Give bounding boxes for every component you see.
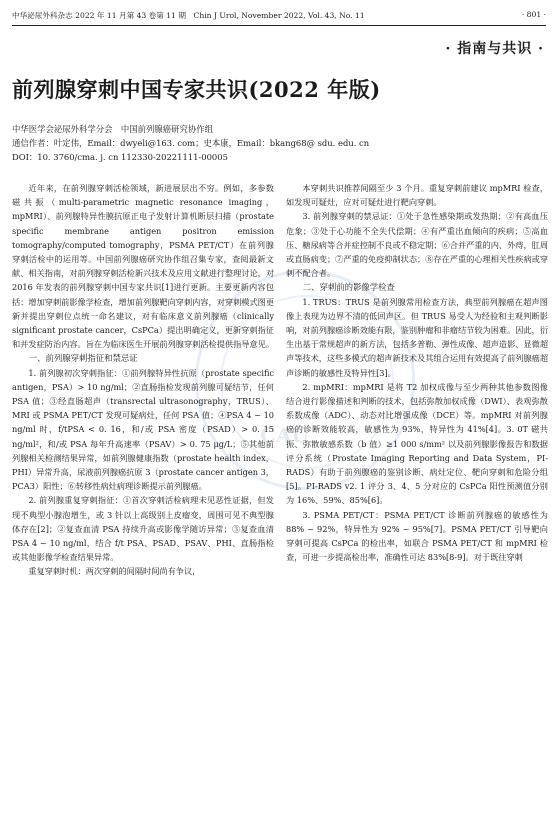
running-head (12, 10, 546, 26)
contraindications: 3. 前列腺穿刺的禁忌证：①处于急性感染期或发热期；②有高血压危象；③处于心功能不全失代偿期；④有严重出血倾向的疾病；⑤高血压、糖尿病等合并症控制不良或不稳定期；⑥合并严重的内、外痔，肛周或直肠病变；⑦严重的免疫抑制状态；⑧存在严重的心理相关性疾病或穿刺不配合者。 (286, 211, 549, 279)
page-number: · 801 · (521, 10, 546, 19)
journal-citation: 中华泌尿外科杂志 2022 年 11 月第 43 卷第 11 期 Chin J Urol, November 2022, Vol. 43, No. 11 (12, 11, 365, 20)
corresponding-authors: 通信作者：叶定伟，Email：dwyeli@163. com；史本康，Email：bkang68@ sdu. edu. cn (12, 138, 370, 148)
author-organization: 中华医学会泌尿外科学分会 中国前列腺癌研究协作组 (12, 124, 213, 134)
section-heading-imaging: 二、穿刺前的影像学检查 (302, 282, 395, 293)
psma-paragraph: 3. PSMA PET/CT：PSMA PET/CT 诊断前列腺癌的敏感性为 88% ~ 92%，特异性为 92% ~ 95%[7]。PSMA PET/CT 引导靶向穿刺可提高 CsPCa 的检出率，如联合 PSMA PET/CT 和 mpMRI 检查，可进一步提高检出率，准确性可达 83%[8-9]。对于既往穿刺 (286, 509, 548, 563)
initial-biopsy-indications: 1. 前列腺初次穿刺指征：①前列腺特异性抗原（prostate specific antigen，PSA）> 10 ng/ml；②直肠指检发现前列腺可疑结节，任何 PSA 值；③经直肠超声（transrectal ultrasonography，TRUS）、MRI 或 PSMA PET/CT 发现可疑病灶，任何 PSA 值；④PSA 4 ~ 10 ng/ml 时，f/tPSA < 0. 16，和/或 PSA 密度（PSAD）> 0. 15 ng/ml²，和/或 PSA 每年升高速率（PSAV）> 0. 75 μg/L；⑤其他前列腺相关检测结果异常，如前列腺健康指数（prostate health index，PHI）异常升高，尿液前列腺癌抗原 3（prostate cancer antigen 3，PCA3）阳性；⑥转移性病灶病理诊断提示前列腺癌。 (12, 367, 274, 492)
section-label: · 指南与共识 · (445, 41, 544, 57)
doi: DOI：10. 3760/cma. j. cn 112330-20221111-00005 (12, 152, 228, 162)
trus-paragraph: 1. TRUS：TRUS 是前列腺常用检查方法，典型前列腺癌在超声图像上表现为边界不清的低回声区。但 TRUS 易受人为经验和主观判断影响，对前列腺癌诊断效能有限，鉴别肿瘤和非瘤结节较为困难。因此，衍生出基于常规超声的新方法，包括多普勒、弹性成像、超声造影、显微超声等技术，这些多模式的超声新技术及其组合运用有效提高了前列腺癌超声诊断的敏感性及特异性[3]。 (286, 296, 549, 378)
repeat-biopsy-timing: 重复穿刺时机：两次穿刺的间隔时间尚有争议， (28, 566, 201, 577)
right-column (286, 181, 548, 564)
intro-paragraph: 近年来，在前列腺穿刺活检领域，新进展层出不穷。例如，多参数磁共振（multi-parametric magnetic resonance imaging，mpMRI）、前列腺特异性膜抗原正电子发射计算机断层扫描（prostate specific membrane antigen positron emission tomography/computed tomography，PSMA PET/CT）在前列腺穿刺活检中的运用等。中国前列腺癌研究协作组召集专家，查阅最新文献、相关指南，对前列腺穿刺活检新兴技术及应用文献进行整理讨论，对 2016 年发表的前列腺穿刺中国专家共识[1]进行更新。主要更新内容包括：增加穿刺前影像学检查，增加前列腺靶向穿刺内容，对穿刺模式图更新并提出穿刺位点统一命名建议，对有临床意义前列腺癌（clinically significant prostate cancer，CsPCa）提出明确定义，更新穿刺指征和并发症防治内容。旨在为临床医生开展前列腺穿刺活检提供指导意见。 (12, 183, 275, 350)
left-column (12, 181, 274, 579)
repeat-biopsy-indications: 2. 前列腺重复穿刺指征：①首次穿刺活检病理未见恶性证据，但发现不典型小腺泡增生，或 3 针以上高级别上皮瘤变，周围可见不典型腺体存在[2]；②复查血清 PSA 持续升高或影像学随访异常；③复查血清 PSA 4 ~ 10 ng/ml，结合 f/t PSA、PSAD、PSAV、PHI、直肠指检或其他影像学检查结果异常。 (12, 495, 274, 563)
author-block (12, 122, 532, 164)
watermark-text: CAU (260, 423, 309, 447)
mpmri-paragraph: 2. mpMRI：mpMRI 是将 T2 加权成像与至少两种其他参数图像结合进行影像描述和判断的技术，包括弥散加权成像（DWI）、表观弥散系数成像（ADC）、动态对比增强成像（DCE）等。mpMRI 对前列腺癌的诊断效能较高，敏感性为 93%，特异性为 41%[4]。3. 0T 磁共振、弥散敏感系数（b 值）≥1 000 s/mm² 以及前列腺影像报告和数据评分系统（Prostate Imaging Reporting and Data System，PI-RADS）有助于前列腺癌的鉴别诊断、病灶定位、靶向穿刺和危险分组[5]。PI-RADS v2. 1 评分 3、4、5 分对应的 CsPCa 阳性预测值分别为 16%、59%、85%[6]。 (286, 381, 548, 506)
timing-continued: 本穿刺共识推荐间隔至少 3 个月。重复穿刺前建议 mpMRI 检查，如发现可疑灶，应对可疑灶进行靶向穿刺。 (286, 183, 548, 208)
section-heading-indications: 一、前列腺穿刺指征和禁忌证 (28, 353, 138, 364)
article-title: 前列腺穿刺中国专家共识(2022 年版) (12, 77, 381, 102)
